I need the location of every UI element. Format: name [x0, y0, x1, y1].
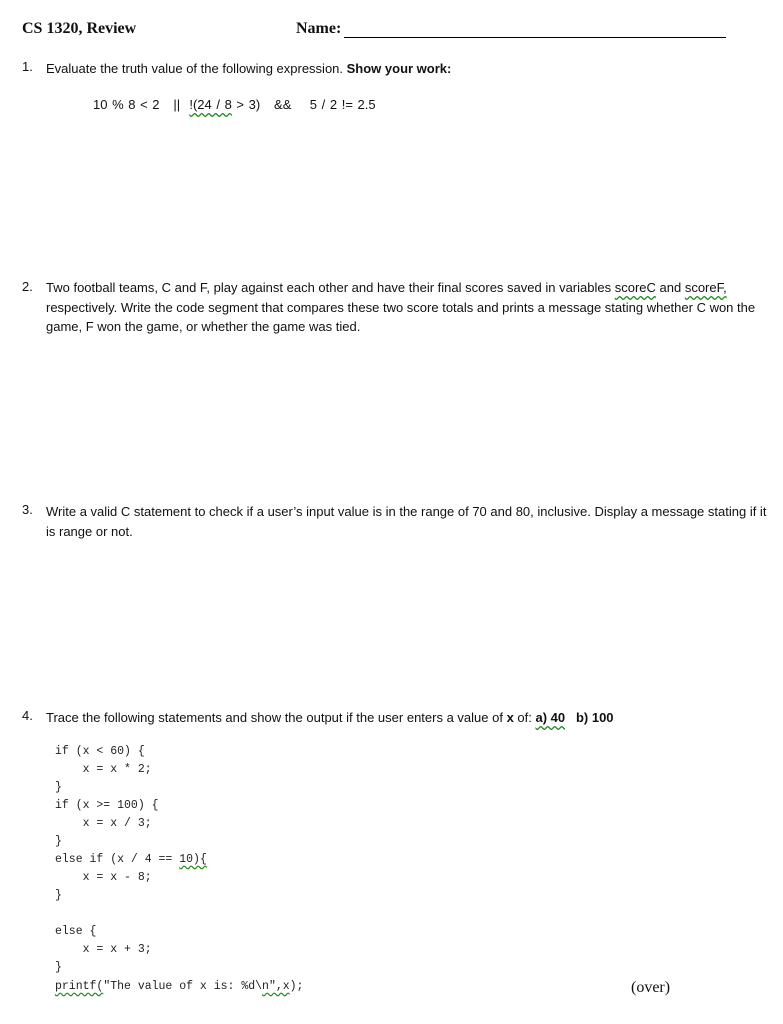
- option-b: b) 100: [575, 710, 614, 725]
- code-line: }: [55, 781, 62, 794]
- question-4-prompt: Trace the following statements and show the output if the user enters a value of x of: a) 40 b) 100: [46, 710, 614, 725]
- question-3-number: 3.: [22, 502, 33, 517]
- name-label: Name:: [296, 20, 342, 37]
- code-line: x = x * 2;: [55, 763, 152, 776]
- question-3-prompt: Write a valid C statement to check if a user’s input value is in the range of 70 and 80, inclusive. Display a message stating if it is range or not.: [46, 504, 767, 539]
- code-line: if (x >= 100) {: [55, 799, 159, 812]
- course-title: CS 1320, Review: [22, 20, 137, 37]
- code-line: x = x + 3;: [55, 943, 152, 956]
- over-note: (over): [631, 979, 671, 996]
- option-a: a) 40: [535, 710, 566, 725]
- code-line: x = x - 8;: [55, 871, 152, 884]
- name-blank-line[interactable]: [344, 21, 726, 38]
- code-line: else if (x / 4 == 10){: [55, 853, 207, 866]
- show-your-work: Show your work:: [346, 61, 452, 76]
- code-line-printf: printf("The value of x is: %d\n",x);: [55, 980, 304, 993]
- code-line: if (x < 60) {: [55, 745, 145, 758]
- code-line: }: [55, 835, 62, 848]
- question-4-number: 4.: [22, 708, 33, 723]
- code-line: }: [55, 889, 62, 902]
- var-scorec: scoreC: [614, 280, 656, 295]
- question-1-number: 1.: [22, 59, 33, 74]
- question-1-expression: 10 % 8 < 2 || !(24 / 8 > 3) && 5 / 2 != 2.5: [93, 97, 376, 112]
- code-line: }: [55, 961, 62, 974]
- question-2-number: 2.: [22, 279, 33, 294]
- code-line: else {: [55, 925, 97, 938]
- var-scoref: scoreF,: [684, 280, 727, 295]
- question-2-prompt: Two football teams, C and F, play against each other and have their final scores saved in variables scoreC and scoreF, respectively. Write the code segment that compares these two score totals and prints a message stating whether C won the game, F won the game, or whether the game was tied.: [46, 280, 756, 334]
- code-line: x = x / 3;: [55, 817, 152, 830]
- question-1-prompt: Evaluate the truth value of the following expression. Show your work:: [46, 61, 452, 76]
